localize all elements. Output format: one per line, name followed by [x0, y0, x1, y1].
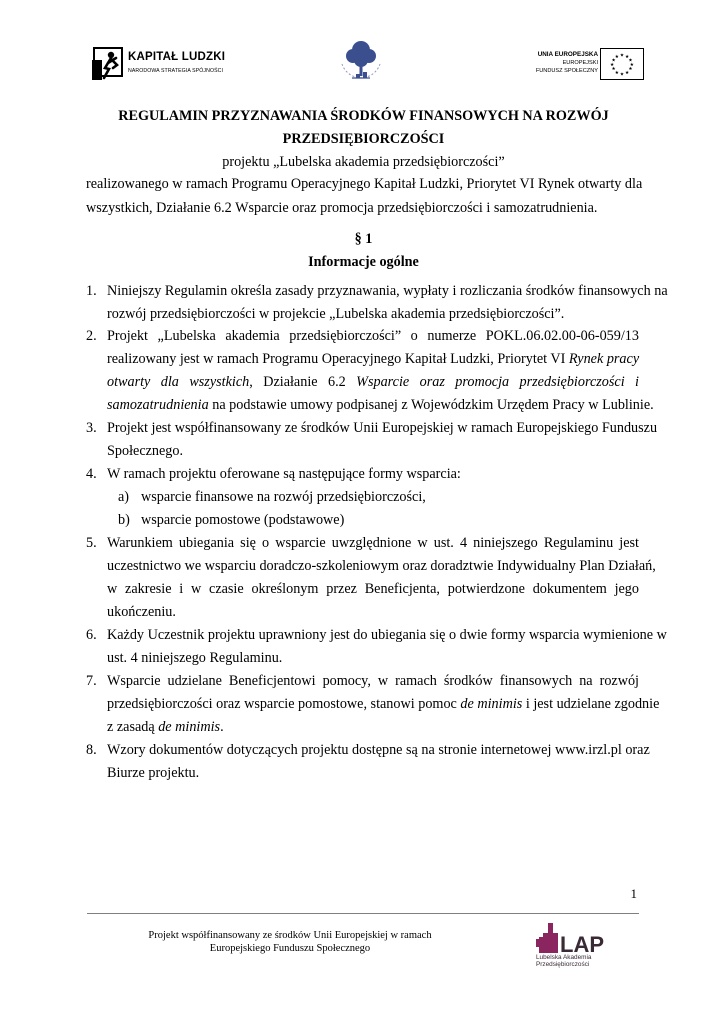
- list-number: 2.: [86, 328, 97, 344]
- lap-name-line2: Przedsiębiorczości: [536, 960, 590, 968]
- list-number: 3.: [86, 420, 97, 436]
- eu-fund-line1: EUROPEJSKI: [562, 60, 598, 66]
- lap-logo: [536, 919, 616, 969]
- footer-divider: [87, 913, 639, 914]
- list-number: 8.: [86, 742, 97, 758]
- list-number: 1.: [86, 283, 97, 299]
- lap-name-line1: Lubelska Akademia: [536, 954, 592, 961]
- list-number: 4.: [86, 466, 97, 482]
- tree-emblem-logo: [330, 36, 392, 88]
- item6-line1: Każdy Uczestnik projektu uprawniony jest do ubiegania się o dwie formy wsparcia wymienione w: [107, 627, 667, 643]
- svg-text:★: ★: [629, 62, 634, 68]
- item2-line4: samozatrudnienia na podstawie umowy podpisanej z Wojewódzkim Urzędem Pracy w Lublinie.: [107, 397, 654, 413]
- item1-line1: Niniejszy Regulamin określa zasady przyznawania, wypłaty i rozliczania środków finansowych na: [107, 283, 668, 299]
- document-title-line1: REGULAMIN PRZYZNAWANIA ŚRODKÓW FINANSOWYCH NA ROZWÓJ: [118, 108, 609, 124]
- kapital-ludzki-logo: [92, 42, 226, 84]
- item5-line4: ukończeniu.: [107, 604, 176, 620]
- svg-text:★: ★: [628, 58, 633, 64]
- lap-mark: LAP: [560, 932, 604, 955]
- intro-line2: wszystkich, Działanie 6.2 Wsparcie oraz promocja przedsiębiorczości i samozatrudnienia.: [86, 200, 598, 216]
- svg-text:★: ★: [610, 62, 615, 68]
- eu-fund-line2: FUNDUSZ SPOŁECZNY: [535, 68, 598, 74]
- item5-line3: w zakresie i w czasie określonym przez Beneficjenta, potwierdzone dokumentem jego: [107, 581, 639, 597]
- item5-line2: uczestnictwo we wsparciu doradczo-szkoleniowym oraz doradztwie Indywidualny Plan Działań,: [107, 558, 656, 574]
- kapital-ludzki-title: KAPITAŁ LUDZKI: [128, 51, 226, 63]
- section-heading: Informacje ogólne: [308, 254, 419, 270]
- item6-line2: ust. 4 niniejszego Regulaminu.: [107, 650, 283, 666]
- subitem-label: a): [118, 489, 130, 505]
- subitem-financial-support: wsparcie finansowe na rozwój przedsiębiorczości,: [141, 489, 426, 505]
- svg-text:★: ★: [619, 72, 625, 78]
- item3-line2: Społecznego.: [107, 443, 184, 459]
- item7-line3: z zasadą de minimis.: [107, 719, 224, 735]
- page-number: 1: [630, 886, 637, 901]
- list-number: 7.: [86, 673, 97, 689]
- intro-line1: realizowanego w ramach Programu Operacyjnego Kapitał Ludzki, Priorytet VI Rynek otwarty dla: [86, 176, 643, 192]
- item3-line1: Projekt jest współfinansowany ze środków Unii Europejskiej w ramach Europejskiego Funduszu: [107, 420, 658, 436]
- lap-hand-icon: [536, 919, 616, 955]
- eu-flag-icon: [600, 48, 644, 80]
- list-number: 5.: [86, 535, 97, 551]
- section-number: § 1: [354, 231, 373, 247]
- item2-line2: realizowany jest w ramach Programu Operacyjnego Kapitał Ludzki, Priorytet VI Rynek pracy: [107, 351, 640, 367]
- item7-line2: przedsiębiorczości oraz wsparcie pomostowe, stanowi pomoc de minimis i jest udzielane zgodnie: [107, 696, 660, 712]
- item1-line2: rozwój przedsiębiorczości w projekcie „Lubelska akademia przedsiębiorczości”.: [107, 306, 565, 322]
- svg-text:★: ★: [625, 70, 630, 76]
- svg-text:★: ★: [625, 54, 630, 60]
- item8-line1: Wzory dokumentów dotyczących projektu dostępne są na stronie internetowej www.irzl.pl oraz: [107, 742, 650, 758]
- footer-line1: Projekt współfinansowany ze środków Unii Europejskiej w ramach: [148, 930, 432, 941]
- footer-line2: Europejskiego Funduszu Społecznego: [209, 943, 371, 954]
- tree-icon: [330, 36, 392, 88]
- svg-text:★: ★: [611, 67, 616, 73]
- item2-line1: Projekt „Lubelska akademia przedsiębiorczości” o numerze POKL.06.02.00-06-059/13: [107, 328, 639, 344]
- subitem-label: b): [118, 512, 130, 528]
- svg-text:★: ★: [614, 54, 619, 60]
- svg-text:★: ★: [611, 58, 616, 64]
- item5-line1: Warunkiem ubiegania się o wsparcie uwzględnione w ust. 4 niniejszego Regulaminu jest: [107, 535, 639, 551]
- project-name: projektu „Lubelska akademia przedsiębiorczości”: [222, 154, 505, 170]
- eu-name: UNIA EUROPEJSKA: [537, 51, 598, 58]
- eu-logo: [528, 48, 644, 82]
- subitem-bridge-support: wsparcie pomostowe (podstawowe): [141, 512, 345, 528]
- svg-text:★: ★: [614, 70, 619, 76]
- kapital-ludzki-emblem-icon: [92, 46, 124, 80]
- item8-line2: Biurze projektu.: [107, 765, 200, 781]
- kapital-ludzki-subtitle: NARODOWA STRATEGIA SPÓJNOŚCI: [128, 68, 224, 74]
- svg-text:★: ★: [619, 53, 625, 59]
- document-title-line2: PRZEDSIĘBIORCZOŚCI: [282, 131, 445, 147]
- item7-line1: Wsparcie udzielane Beneficjentowi pomocy, w ramach środków finansowych na rozwój: [107, 673, 639, 689]
- list-number: 6.: [86, 627, 97, 643]
- item2-line3: otwarty dla wszystkich, Działanie 6.2 Wsparcie oraz promocja przedsiębiorczości i: [107, 374, 639, 390]
- svg-text:★: ★: [628, 67, 633, 73]
- item4-line1: W ramach projektu oferowane są następujące formy wsparcia:: [107, 466, 461, 482]
